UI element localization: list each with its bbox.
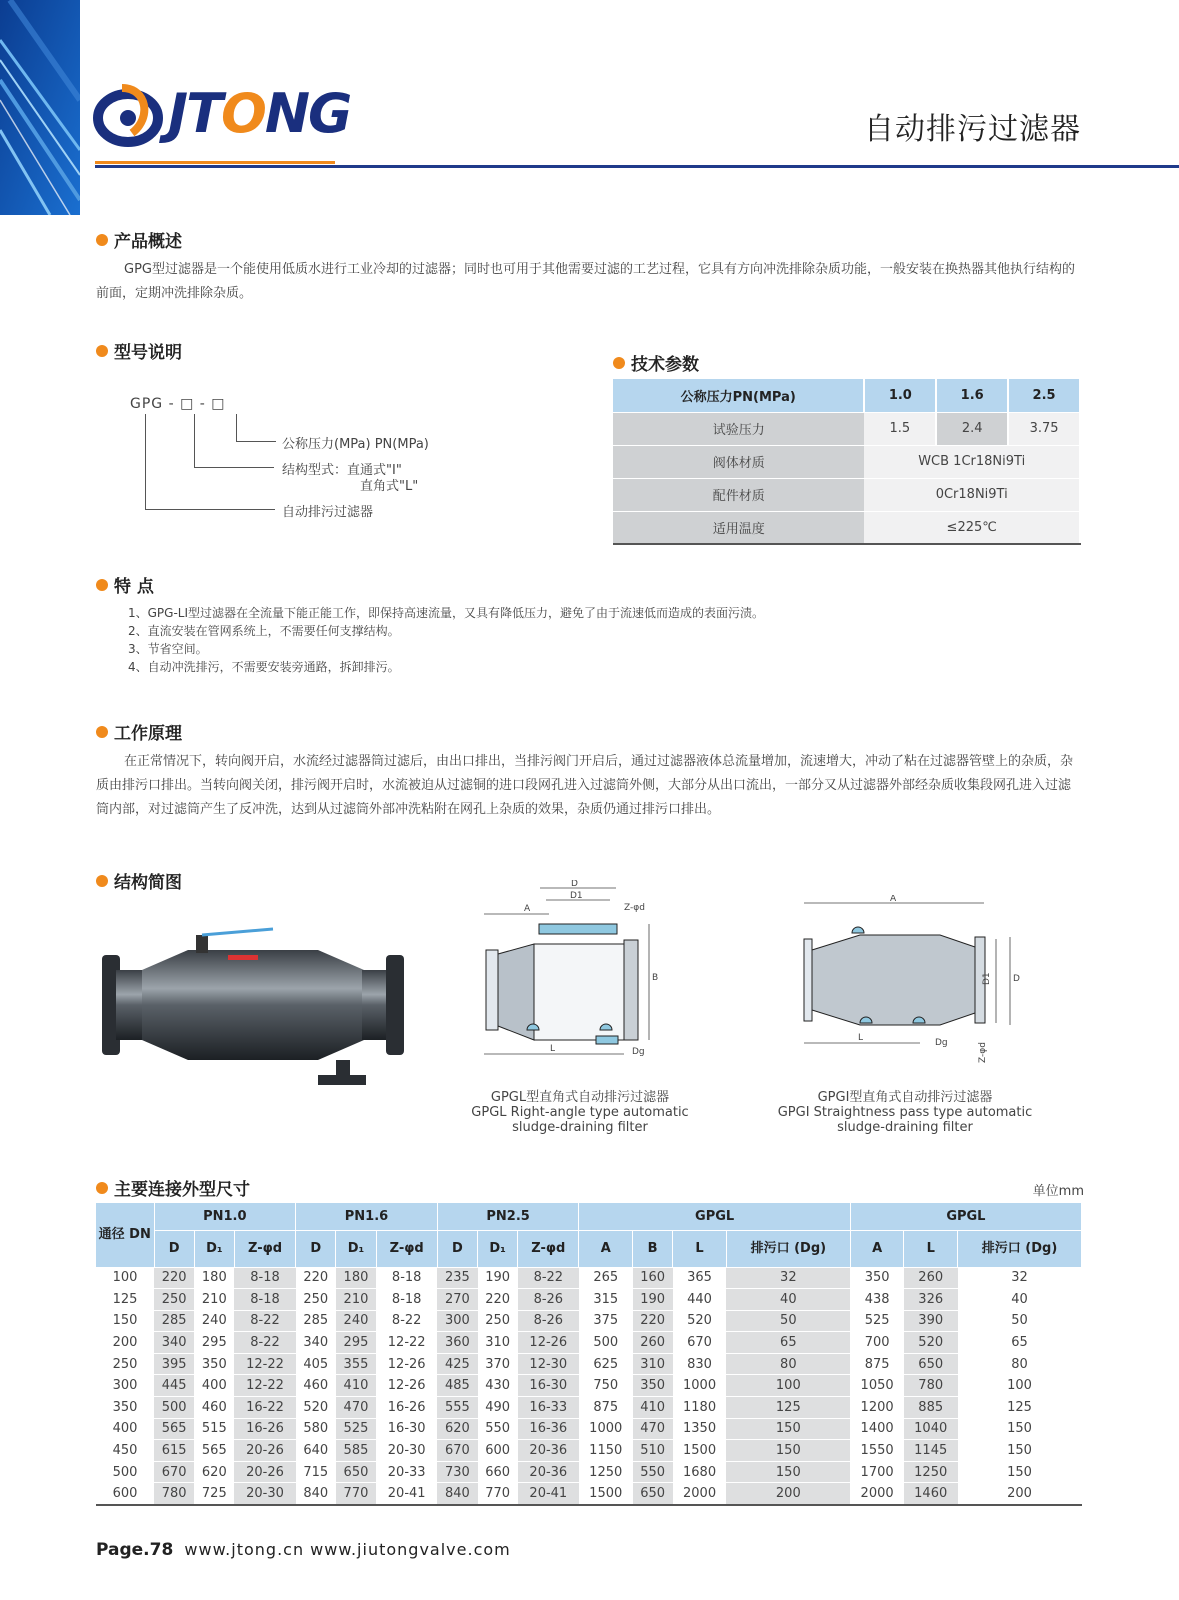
table-row <box>96 1267 1082 1289</box>
overview-text: GPG型过滤器是一个能使用低质水进行工业冷却的过滤器；同时也可用于其他需要过滤的工艺过程，它具有方向冲洗排除杂质功能，一般安装在换热器其他执行结构的前面，定期冲洗排除杂质。 <box>96 262 1075 301</box>
table-cell: 1460 <box>904 1483 958 1505</box>
footer-links: www.jtong.cn www.jiutongvalve.com <box>184 1540 511 1559</box>
table-cell: 1050 <box>850 1375 904 1397</box>
table-cell: 310 <box>478 1332 518 1354</box>
dim-label-a: A <box>524 904 531 914</box>
dim-label-zd: Z-φd <box>978 1042 988 1063</box>
table-cell: 400 <box>96 1418 154 1440</box>
model-structure-label-2: 直角式"L" <box>360 479 419 494</box>
corner-decoration <box>0 0 80 215</box>
table-cell: 190 <box>633 1289 673 1311</box>
table-cell: 16-26 <box>376 1397 437 1419</box>
table-cell: 20-41 <box>376 1483 437 1505</box>
table-cell: 650 <box>633 1483 673 1505</box>
model-code: GPG - □ - □ <box>130 396 226 412</box>
logo-underline <box>95 161 335 164</box>
table-row: 适用温度 ≤225℃ <box>613 511 1080 544</box>
table-cell: 2000 <box>673 1483 727 1505</box>
table-cell: 50 <box>958 1310 1082 1332</box>
dimensions-table: 通径 DN PN1.0 PN1.6 PN2.5 GPGL GPGL D D₁ Z-φd D D₁ Z-φd D D₁ Z-φd A B L 排污口 (Dg) A L 排污口 (Dg) 100 220 180 8-18 220 180 8-18 235 190 8-22 265 160 365 32 350 260 32 125 250 210 8-18 250 210 8-18 270 220 8-26 315 190 440 40 438 326 40 150 285 240 8-22 285 240 8-22 300 250 8-26 375 220 520 50 525 390 50 200 340 295 8-22 340 295 12-22 360 310 12-26 500 260 670 65 700 520 65 250 395 350 12-22 405 355 12-26 425 370 12-30 625 310 830 80 875 650 80 300 445 400 12-22 460 410 12-26 485 430 16-30 750 350 1000 100 1050 780 100 350 500 460 16-22 520 470 16-26 555 490 16-33 875 410 1180 125 1200 885 125 400 565 515 16-26 580 525 16-30 620 550 16-36 1000 470 1350 150 1400 1040 150 450 615 565 20-26 640 585 20-30 670 600 20-36 1150 510 1500 150 1550 1145 150 500 670 620 20-26 715 650 20-33 730 660 20-36 1250 550 1680 150 1700 1250 150 600 780 725 20-30 840 770 20-41 840 770 20-41 1500 650 2000 200 2000 1460 200 <box>96 1203 1082 1506</box>
table-cell: 150 <box>958 1461 1082 1483</box>
table-cell: 1500 <box>579 1483 633 1505</box>
dim-label-zd: Z-φd <box>624 903 645 913</box>
table-cell: 565 <box>154 1418 194 1440</box>
table-cell: 615 <box>154 1440 194 1462</box>
table-cell: 370 <box>478 1353 518 1375</box>
table-cell: 440 <box>673 1289 727 1311</box>
table-cell: 350 <box>850 1267 904 1289</box>
table-cell: 16-30 <box>376 1418 437 1440</box>
table-cell: 550 <box>478 1418 518 1440</box>
table-cell: 1400 <box>850 1418 904 1440</box>
table-cell: 300 <box>437 1310 477 1332</box>
table-cell: 830 <box>673 1353 727 1375</box>
table-cell: 770 <box>336 1483 376 1505</box>
page-footer <box>96 1540 511 1560</box>
table-cell: 1150 <box>579 1440 633 1462</box>
table-cell: 670 <box>673 1332 727 1354</box>
table-cell: 16-26 <box>234 1418 295 1440</box>
table-cell: 1040 <box>904 1418 958 1440</box>
table-cell: 400 <box>194 1375 234 1397</box>
table-cell: 525 <box>336 1418 376 1440</box>
table-cell: 1145 <box>904 1440 958 1462</box>
dim-label-l: L <box>550 1044 556 1054</box>
bullet-dot-icon <box>96 1182 108 1194</box>
table-cell: 20-33 <box>376 1461 437 1483</box>
table-cell: 20-26 <box>234 1461 295 1483</box>
column-header: D₁ <box>194 1230 234 1267</box>
table-cell: 1680 <box>673 1461 727 1483</box>
table-cell: 160 <box>633 1267 673 1289</box>
table-cell: 285 <box>154 1310 194 1332</box>
column-header: A <box>579 1230 633 1267</box>
table-cell: 780 <box>154 1483 194 1505</box>
features-heading: 特 点 <box>96 572 154 597</box>
table-cell: 16-36 <box>518 1418 579 1440</box>
table-cell: 200 <box>726 1483 850 1505</box>
page-number: Page.78 <box>96 1540 174 1560</box>
table-cell: 20-36 <box>518 1461 579 1483</box>
table-cell: 390 <box>904 1310 958 1332</box>
table-row: 试验压力 1.5 2.4 3.75 <box>613 412 1080 445</box>
column-header: Z-φd <box>376 1230 437 1267</box>
dim-label-d: D <box>571 880 578 889</box>
dn-header: 通径 DN <box>96 1203 154 1267</box>
table-cell: 250 <box>296 1289 336 1311</box>
table-cell: 725 <box>194 1483 234 1505</box>
table-cell: 12-26 <box>518 1332 579 1354</box>
table-cell: 100 <box>96 1267 154 1289</box>
table-cell: 40 <box>958 1289 1082 1311</box>
table-cell: 80 <box>958 1353 1082 1375</box>
table-cell: 620 <box>437 1418 477 1440</box>
table-cell: 125 <box>958 1397 1082 1419</box>
table-cell: 270 <box>437 1289 477 1311</box>
table-cell: 200 <box>958 1483 1082 1505</box>
gpgi-diagram <box>800 895 1030 1085</box>
table-cell: 550 <box>633 1461 673 1483</box>
table-cell: 12-26 <box>376 1375 437 1397</box>
table-row <box>96 1418 1082 1440</box>
table-cell: 180 <box>194 1267 234 1289</box>
table-cell: 8-18 <box>234 1289 295 1311</box>
dim-label-d1: D1 <box>570 891 583 901</box>
table-cell: 2000 <box>850 1483 904 1505</box>
table-cell: 500 <box>96 1461 154 1483</box>
table-cell: 625 <box>579 1353 633 1375</box>
table-cell: 200 <box>96 1332 154 1354</box>
column-header: 排污口 (Dg) <box>726 1230 850 1267</box>
table-cell: 360 <box>437 1332 477 1354</box>
table-row <box>96 1332 1082 1354</box>
table-cell: 510 <box>633 1440 673 1462</box>
bullet-dot-icon <box>96 234 108 246</box>
table-cell: 8-18 <box>376 1289 437 1311</box>
table-cell: 1700 <box>850 1461 904 1483</box>
table-cell: 500 <box>154 1397 194 1419</box>
table-cell: 1250 <box>904 1461 958 1483</box>
table-cell: 700 <box>850 1332 904 1354</box>
table-cell: 1350 <box>673 1418 727 1440</box>
table-cell: 150 <box>958 1418 1082 1440</box>
table-cell: 840 <box>437 1483 477 1505</box>
table-cell: 660 <box>478 1461 518 1483</box>
table-cell: 150 <box>726 1418 850 1440</box>
table-cell: 425 <box>437 1353 477 1375</box>
table-cell: 8-18 <box>376 1267 437 1289</box>
table-cell: 125 <box>96 1289 154 1311</box>
table-cell: 220 <box>154 1267 194 1289</box>
table-cell: 240 <box>336 1310 376 1332</box>
table-cell: 520 <box>673 1310 727 1332</box>
table-cell: 210 <box>336 1289 376 1311</box>
table-cell: 410 <box>336 1375 376 1397</box>
column-header: D₁ <box>336 1230 376 1267</box>
dim-label-b: B <box>652 973 659 983</box>
table-cell: 410 <box>633 1397 673 1419</box>
table-cell: 20-30 <box>376 1440 437 1462</box>
table-cell: 220 <box>296 1267 336 1289</box>
table-cell: 450 <box>96 1440 154 1462</box>
dimensions-heading: 主要连接外型尺寸 <box>96 1175 250 1200</box>
table-cell: 16-33 <box>518 1397 579 1419</box>
table-cell: 460 <box>194 1397 234 1419</box>
table-cell: 150 <box>958 1440 1082 1462</box>
gpgl-caption: GPGL型直角式自动排污过滤器 GPGL Right-angle type automatic sludge-draining filter <box>471 1090 689 1135</box>
header-rule <box>95 165 1179 168</box>
table-cell: 365 <box>673 1267 727 1289</box>
table-cell: 8-26 <box>518 1310 579 1332</box>
table-cell: 50 <box>726 1310 850 1332</box>
table-cell: 12-22 <box>234 1353 295 1375</box>
table-cell: 190 <box>478 1267 518 1289</box>
table-cell: 1180 <box>673 1397 727 1419</box>
dim-label-d: D <box>1013 974 1020 984</box>
table-cell: 670 <box>437 1440 477 1462</box>
table-cell: 885 <box>904 1397 958 1419</box>
table-cell: 780 <box>904 1375 958 1397</box>
table-cell: 32 <box>726 1267 850 1289</box>
table-cell: 20-26 <box>234 1440 295 1462</box>
table-cell: 150 <box>96 1310 154 1332</box>
column-header: A <box>850 1230 904 1267</box>
model-heading: 型号说明 <box>96 338 182 363</box>
table-cell: 80 <box>726 1353 850 1375</box>
product-photo <box>98 925 408 1095</box>
table-cell: 8-22 <box>376 1310 437 1332</box>
table-row <box>96 1289 1082 1311</box>
column-header: D <box>154 1230 194 1267</box>
table-cell: 65 <box>958 1332 1082 1354</box>
table-cell: 430 <box>478 1375 518 1397</box>
table-cell: 565 <box>194 1440 234 1462</box>
bullet-dot-icon <box>96 726 108 738</box>
table-cell: 405 <box>296 1353 336 1375</box>
table-cell: 585 <box>336 1440 376 1462</box>
column-header: L <box>904 1230 958 1267</box>
column-header: D₁ <box>478 1230 518 1267</box>
table-cell: 395 <box>154 1353 194 1375</box>
dim-label-l: L <box>858 1033 864 1043</box>
gpgl-diagram <box>484 880 684 1085</box>
table-cell: 375 <box>579 1310 633 1332</box>
model-name-label: 自动排污过滤器 <box>282 505 374 520</box>
table-cell: 355 <box>336 1353 376 1375</box>
table-cell: 520 <box>904 1332 958 1354</box>
table-cell: 100 <box>958 1375 1082 1397</box>
overview-heading: 产品概述 <box>96 227 182 252</box>
table-cell: 350 <box>194 1353 234 1375</box>
unit-label: 单位mm <box>1032 1184 1084 1199</box>
table-cell: 470 <box>633 1418 673 1440</box>
table-cell: 326 <box>904 1289 958 1311</box>
table-cell: 16-30 <box>518 1375 579 1397</box>
features-list <box>128 604 1078 676</box>
table-cell: 670 <box>154 1461 194 1483</box>
bullet-dot-icon <box>96 345 108 357</box>
gpgi-caption: GPGI型直角式自动排污过滤器 GPGI Straightness pass type automatic sludge-draining filter <box>777 1090 1033 1135</box>
table-cell: 840 <box>296 1483 336 1505</box>
bullet-dot-icon <box>613 357 625 369</box>
table-cell: 875 <box>850 1353 904 1375</box>
dim-label-dg: Dg <box>935 1038 948 1048</box>
table-cell: 1500 <box>673 1440 727 1462</box>
table-cell: 438 <box>850 1289 904 1311</box>
tech-header-label: 公称压力PN(MPa) <box>613 379 864 412</box>
table-cell: 315 <box>579 1289 633 1311</box>
table-cell: 250 <box>478 1310 518 1332</box>
list-item: 3、节省空间。 <box>128 642 208 656</box>
table-row <box>96 1483 1082 1505</box>
table-cell: 770 <box>478 1483 518 1505</box>
bullet-dot-icon <box>96 875 108 887</box>
table-cell: 180 <box>336 1267 376 1289</box>
list-item: 1、GPG-LI型过滤器在全流量下能正能工作，即保持高速流量，又具有降低压力，避免了由于流速低而造成的表面污渍。 <box>128 606 765 620</box>
table-cell: 12-30 <box>518 1353 579 1375</box>
table-cell: 350 <box>96 1397 154 1419</box>
table-cell: 875 <box>579 1397 633 1419</box>
table-cell: 285 <box>296 1310 336 1332</box>
table-cell: 265 <box>579 1267 633 1289</box>
table-cell: 240 <box>194 1310 234 1332</box>
table-cell: 525 <box>850 1310 904 1332</box>
table-cell: 600 <box>96 1483 154 1505</box>
table-cell: 12-22 <box>376 1332 437 1354</box>
table-cell: 250 <box>154 1289 194 1311</box>
column-header: D <box>296 1230 336 1267</box>
table-cell: 260 <box>904 1267 958 1289</box>
table-cell: 8-18 <box>234 1267 295 1289</box>
table-cell: 295 <box>336 1332 376 1354</box>
tech-params-table: 公称压力PN(MPa) 1.0 1.6 2.5 试验压力 1.5 2.4 3.75 阀体材质 WCB 1Cr18Ni9Ti 配件材质 0Cr18Ni9Ti 适用温度 ≤225℃ <box>613 379 1081 545</box>
dim-label-a: A <box>890 895 897 904</box>
table-cell: 310 <box>633 1353 673 1375</box>
table-cell: 220 <box>633 1310 673 1332</box>
table-cell: 20-30 <box>234 1483 295 1505</box>
table-row <box>96 1375 1082 1397</box>
table-cell: 515 <box>194 1418 234 1440</box>
table-cell: 460 <box>296 1375 336 1397</box>
principle-heading: 工作原理 <box>96 719 182 744</box>
table-cell: 150 <box>726 1461 850 1483</box>
page-title: 自动排污过滤器 <box>864 112 1081 147</box>
table-cell: 730 <box>437 1461 477 1483</box>
table-cell: 150 <box>726 1440 850 1462</box>
table-cell: 350 <box>633 1375 673 1397</box>
table-row <box>96 1310 1082 1332</box>
model-structure-label: 结构型式：直通式"I" <box>282 463 402 478</box>
table-cell: 1550 <box>850 1440 904 1462</box>
table-cell: 65 <box>726 1332 850 1354</box>
table-row: 配件材质 0Cr18Ni9Ti <box>613 478 1080 511</box>
table-cell: 32 <box>958 1267 1082 1289</box>
table-cell: 650 <box>336 1461 376 1483</box>
table-cell: 295 <box>194 1332 234 1354</box>
model-code-diagram <box>130 396 460 526</box>
table-cell: 650 <box>904 1353 958 1375</box>
table-cell: 340 <box>154 1332 194 1354</box>
column-header: L <box>673 1230 727 1267</box>
table-cell: 16-22 <box>234 1397 295 1419</box>
table-cell: 12-26 <box>376 1353 437 1375</box>
column-header: Z-φd <box>234 1230 295 1267</box>
table-cell: 600 <box>478 1440 518 1462</box>
bullet-dot-icon <box>96 579 108 591</box>
table-cell: 1000 <box>579 1418 633 1440</box>
table-cell: 1000 <box>673 1375 727 1397</box>
dim-label-dg: Dg <box>632 1047 645 1057</box>
list-item: 4、自动冲洗排污，不需要安装旁通路，拆卸排污。 <box>128 660 400 674</box>
table-cell: 340 <box>296 1332 336 1354</box>
model-pressure-label: 公称压力(MPa) PN(MPa) <box>282 437 429 452</box>
table-cell: 470 <box>336 1397 376 1419</box>
list-item: 2、直流安装在管网系统上，不需要任何支撑结构。 <box>128 624 400 638</box>
structure-heading: 结构简图 <box>96 868 182 893</box>
column-header: 排污口 (Dg) <box>958 1230 1082 1267</box>
table-cell: 20-36 <box>518 1440 579 1462</box>
table-cell: 8-22 <box>234 1310 295 1332</box>
table-cell: 235 <box>437 1267 477 1289</box>
table-cell: 300 <box>96 1375 154 1397</box>
table-cell: 640 <box>296 1440 336 1462</box>
table-cell: 40 <box>726 1289 850 1311</box>
table-cell: 500 <box>579 1332 633 1354</box>
table-cell: 490 <box>478 1397 518 1419</box>
table-cell: 125 <box>726 1397 850 1419</box>
table-cell: 20-41 <box>518 1483 579 1505</box>
dim-label-d1: D1 <box>982 972 992 985</box>
table-cell: 260 <box>633 1332 673 1354</box>
table-cell: 12-22 <box>234 1375 295 1397</box>
table-cell: 750 <box>579 1375 633 1397</box>
table-cell: 445 <box>154 1375 194 1397</box>
table-cell: 1200 <box>850 1397 904 1419</box>
column-header: B <box>633 1230 673 1267</box>
table-row: 阀体材质 WCB 1Cr18Ni9Ti <box>613 445 1080 478</box>
table-cell: 100 <box>726 1375 850 1397</box>
table-cell: 8-26 <box>518 1289 579 1311</box>
table-row <box>96 1440 1082 1462</box>
table-cell: 580 <box>296 1418 336 1440</box>
table-cell: 250 <box>96 1353 154 1375</box>
table-cell: 520 <box>296 1397 336 1419</box>
table-cell: 220 <box>478 1289 518 1311</box>
table-cell: 715 <box>296 1461 336 1483</box>
table-cell: 8-22 <box>518 1267 579 1289</box>
table-row <box>96 1397 1082 1419</box>
table-cell: 210 <box>194 1289 234 1311</box>
table-row <box>96 1461 1082 1483</box>
table-cell: 485 <box>437 1375 477 1397</box>
column-header: D <box>437 1230 477 1267</box>
table-cell: 620 <box>194 1461 234 1483</box>
table-row <box>96 1353 1082 1375</box>
principle-text: 在正常情况下，转向阀开启，水流经过滤器筒过滤后，由出口排出，当排污阀门开启后，通过过滤器液体总流量增加，流速增大，冲动了粘在过滤器管壁上的杂质，杂质由排污口排出。当转向阀关闭，排污阀开启时，水流被迫从过滤铜的进口段网孔进入过滤筒外侧，大部分从出口流出，一部分又从过滤器外部经杂质收集段网孔进入过滤筒内部，对过滤筒产生了反冲洗，达到从过滤筒外部冲洗粘附在网孔上杂质的效果，杂质仍通过排污口排出。 <box>96 754 1074 817</box>
brand-wordmark: JTONG <box>168 82 351 145</box>
tech-heading: 技术参数 <box>613 350 699 375</box>
table-cell: 1250 <box>579 1461 633 1483</box>
column-header: Z-φd <box>518 1230 579 1267</box>
table-cell: 555 <box>437 1397 477 1419</box>
table-cell: 8-22 <box>234 1332 295 1354</box>
